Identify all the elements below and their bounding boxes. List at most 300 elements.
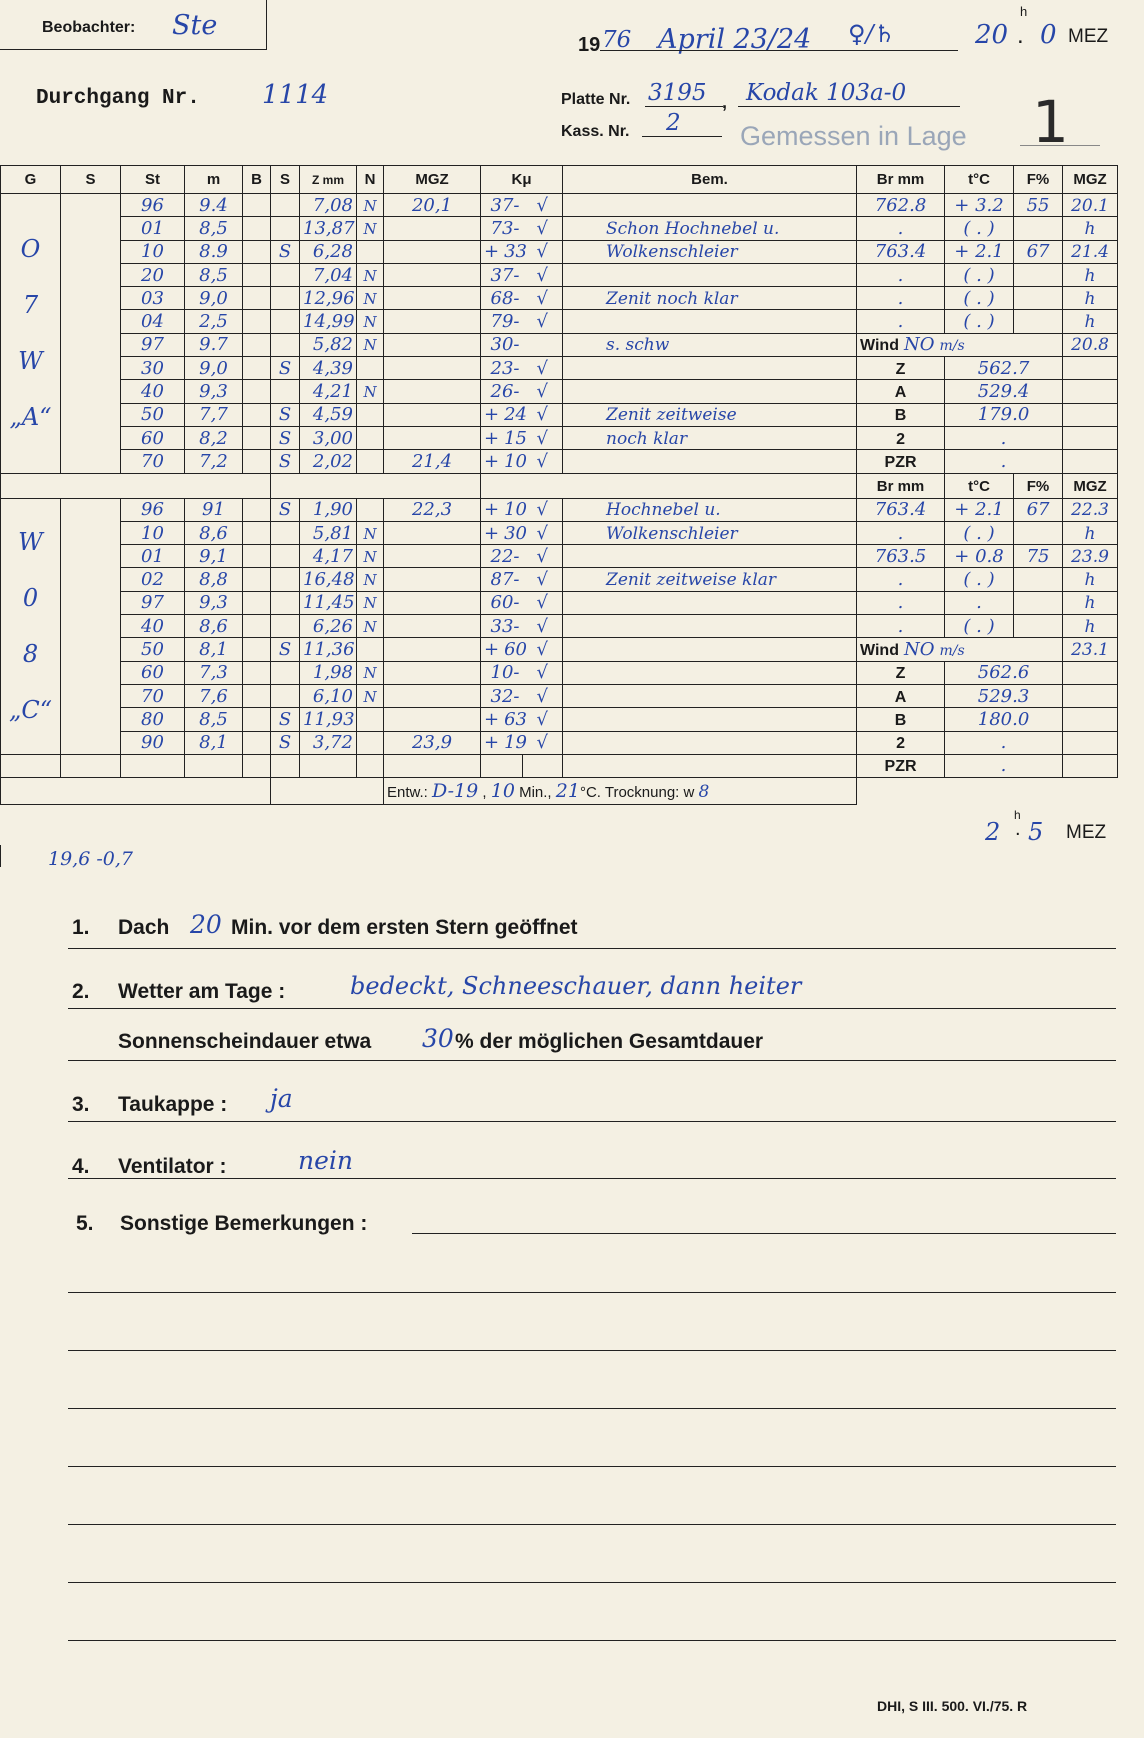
remark: [566, 640, 606, 660]
q5-label: Sonstige Bemerkungen :: [120, 1212, 368, 1235]
col-s: S: [61, 166, 121, 194]
m-value: 8,5: [199, 708, 228, 730]
transit-value: 1114: [262, 80, 329, 110]
remark-line: [68, 1292, 1116, 1293]
remark: [566, 663, 606, 683]
s-flag: S: [278, 708, 292, 730]
k-sign: +: [484, 708, 500, 730]
k-trail: -: [513, 545, 520, 567]
weather-mgz: h: [1084, 288, 1096, 309]
check-mark: √: [536, 241, 548, 263]
br-value: .: [897, 287, 904, 309]
st-value: 03: [141, 287, 164, 309]
remark: noch klar: [606, 428, 688, 449]
k-sign: +: [484, 404, 500, 426]
k-trail: -: [513, 592, 520, 614]
q1-line: [68, 948, 1116, 949]
n-flag: N: [363, 664, 377, 683]
m-value: 9,3: [199, 592, 228, 614]
col-st: St: [121, 166, 185, 194]
t-value: ( . ): [963, 522, 995, 544]
s-flag: S: [278, 732, 292, 754]
reading-label: A: [894, 688, 907, 706]
table-row: [1, 263, 1118, 286]
st-value: 40: [141, 615, 164, 637]
br-value: .: [897, 311, 904, 333]
group-label: W: [18, 347, 43, 376]
table-row: [1, 754, 1118, 777]
k-value: 22: [490, 545, 514, 567]
mgz-value: 20,1: [411, 194, 453, 216]
z-value: 2,02: [312, 450, 353, 472]
z-value: 4,17: [312, 545, 353, 567]
st-value: 02: [141, 569, 164, 591]
weather-mgz: 21.4: [1071, 242, 1109, 263]
col-s2: S: [271, 166, 300, 194]
q2b-pre: Sonnenscheindauer etwa: [118, 1030, 372, 1053]
st-value: 70: [141, 685, 164, 707]
k-value: 30: [504, 522, 528, 544]
remark: [566, 617, 606, 637]
st-value: 01: [141, 217, 164, 239]
check-mark: √: [536, 592, 548, 614]
k-value: 37: [490, 264, 514, 286]
entw-label: Entw.:: [387, 784, 428, 802]
end-minute: 5: [1028, 818, 1044, 846]
below-table-note: 19,6 -0,7: [48, 848, 133, 870]
k-sign: +: [484, 450, 500, 472]
z-value: 11,45: [303, 592, 355, 614]
check-mark: √: [536, 404, 548, 426]
m-value: 8,5: [199, 264, 228, 286]
remark: [566, 547, 606, 567]
q2b-post: % der möglichen Gesamtdauer: [455, 1030, 764, 1053]
table-row: [1, 545, 1118, 568]
table-row: [1, 426, 1118, 449]
reading-value: 562.6: [977, 662, 1030, 684]
remark: Zenit zeitweise: [606, 405, 737, 426]
br-value: .: [897, 522, 904, 544]
k-value: 23: [490, 357, 514, 379]
st-value: 04: [141, 311, 164, 333]
k-value: 87: [490, 569, 514, 591]
weather-mgz: 23.9: [1071, 546, 1109, 567]
m-value: 8,1: [199, 638, 228, 660]
st-value: 10: [141, 522, 164, 544]
s-flag: S: [278, 357, 292, 379]
st-value: 20: [141, 264, 164, 286]
q2-label: Wetter am Tage :: [118, 980, 286, 1003]
st-value: 40: [141, 381, 164, 403]
f-value: 55: [1026, 194, 1050, 216]
f-value: 67: [1026, 241, 1050, 263]
weather-mgz: h: [1084, 593, 1096, 614]
remark-line: [68, 1640, 1116, 1641]
t-value: ( . ): [963, 217, 995, 239]
reading-value: .: [1000, 450, 1007, 472]
st-value: 96: [141, 499, 164, 521]
k-sign: +: [484, 427, 500, 449]
t-value: ( . ): [963, 615, 995, 637]
m-value: 8,6: [199, 615, 228, 637]
table-row: [1, 684, 1118, 707]
z-value: 5,82: [312, 334, 353, 356]
t-value: + 0.8: [954, 545, 1004, 567]
t-value: ( . ): [963, 311, 995, 333]
table-row: [1, 194, 1118, 217]
observation-sheet: Beobachter: Ste 19 76 April 23/24 ♀/♄ h 20 . 0 MEZ Durchgang Nr. 1114 Platte Nr. 3195 , Kodak 103a-0 Kass. Nr. 2 Gemessen in Lage 1 G S St m B S Z mm N MGZ Kμ Bem. Br mm t°C F% MGZ O 7 W „A“ 96 9.4 7,08 N 20,1 37- √ 762.8 + 3.2 55 20.1 01 8,5 13,87 N 73- √ Schon Hochnebel u. . ( . ) h 10 8.9 S 6,28 + 33 √ Wolkenschleier 763.4 + 2.1 67 21.4 20 8,5 7,04 N 37- √ . ( . ) h 03 9,0 12,96 N 68- √ Zenit noch klar . ( . ) h 04 2,5 14,99 N 79- √ . ( . ) h 97 9.7 5,82 N 30- s. schw Wind NO m/s 20.8 30 9,0 S 4,39 23- √ Z 562.7 40 9,3 4,21 N 26- √ A 529.4 50 7,7 S 4,59 + 24 √ Zenit zeitweise B 179.0 60 8,2 S 3,00 + 15 √ noch klar 2 . 70 7,2 S 2,02 21,4 + 10 √ PZR . Br mm t°C F% MGZ W 0 8 „C“ 96 91 S 1,90 22,3 + 10 √ Hochnebel u. 763.4 + 2.1 67 22.3 10 8,6 5,81 N + 30 √ Wolkenschleier . ( . ) h 01 9,1 4,17 N 22- √ 763.5 + 0.8 75 23.9 02 8,8 16,48 N 87- √ Zenit zeitweise klar . ( . ) h 97 9,3 11,45 N 60- √ . . h 40 8,6 6,26 N 33- √ . ( . ) h 50 8,1 S 11,36 + 60 √ Wind NO m/s 23.1 60 7,3 1,98 N 10- √ Z 562.6 70 7,6 6,10 N 32- √ A 529.3 80 8,5 S 11,93 + 63 √ B 180.0 90 8,1 S 3,72 23,9 + 19 √ 2 . PZR . Entw.: D-19 , 10 Min., 21°C. Trocknung: w 8 2 h . 5 MEZ 19,6 -0,7 1. Dach 20 Min. vor dem ersten Stern geöffnet 2. Wetter am Tage : bedeckt, Schneeschauer, dann heiter Sonnenscheindauer etwa 30 % der möglichen Gesamtdauer 3. Taukappe : ja 4. Ventilator : nein 5. Sonstige Bemerkungen : DHI, S III. 500. VI./75. R: [0, 0, 1144, 1738]
min-label: Min.,: [519, 784, 552, 802]
group-label: „A“: [9, 403, 52, 432]
col-t: t°C: [945, 166, 1014, 194]
sub-header: Br mm: [876, 478, 925, 496]
mgz-value: 22,3: [411, 499, 453, 521]
plate-value: 3195: [648, 80, 707, 106]
remark: s. schw: [606, 335, 670, 356]
entw-value: D-19: [432, 780, 479, 803]
reading-value: .: [1000, 427, 1007, 449]
wind-label: Wind: [860, 337, 899, 355]
group-label: 7: [22, 291, 39, 320]
year-suffix: 76: [602, 27, 632, 53]
z-value: 6,28: [312, 241, 353, 263]
m-value: 8,1: [199, 732, 228, 754]
k-trail: -: [513, 615, 520, 637]
reading-label: 2: [896, 735, 905, 753]
st-value: 60: [141, 662, 164, 684]
reading-value: 529.3: [977, 685, 1030, 707]
m-value: 8,2: [199, 427, 228, 449]
st-value: 70: [141, 450, 164, 472]
remark: [566, 710, 606, 730]
check-mark: √: [536, 708, 548, 730]
reading-value: 179.0: [977, 404, 1030, 426]
group-label: „C“: [8, 696, 53, 725]
remark: Wolkenschleier: [606, 242, 738, 263]
k-value: 33: [504, 241, 528, 263]
k-trail: -: [513, 287, 520, 309]
t-value: ( . ): [963, 264, 995, 286]
br-value: .: [897, 615, 904, 637]
s-group-cell: [61, 498, 121, 754]
k-trail: -: [513, 264, 520, 286]
table-row: [1, 357, 1118, 380]
weather-mgz: 20.1: [1071, 195, 1109, 216]
table-row: [1, 638, 1118, 661]
wind-mgz: 23.1: [1071, 639, 1109, 660]
q5-number: 5.: [76, 1212, 94, 1235]
k-value: 60: [490, 592, 514, 614]
n-flag: N: [363, 383, 377, 402]
check-mark: √: [536, 732, 548, 754]
col-g: G: [1, 166, 61, 194]
temp-value: 21: [555, 780, 580, 803]
reading-value: 529.4: [977, 381, 1030, 403]
br-value: .: [897, 217, 904, 239]
q1-value: 20: [190, 910, 222, 939]
stamp-value: 1: [1032, 88, 1069, 156]
table-row: [1, 568, 1118, 591]
wind-value: NO: [903, 638, 935, 660]
k-trail: -: [513, 334, 520, 356]
sub-header: MGZ: [1073, 478, 1107, 496]
remark: Schon Hochnebel u.: [606, 218, 780, 239]
m-value: 9.4: [199, 194, 228, 216]
t-value: ( . ): [963, 287, 995, 309]
k-value: 37: [490, 194, 514, 216]
k-trail: -: [513, 194, 520, 216]
weather-mgz: h: [1084, 265, 1096, 286]
n-flag: N: [363, 336, 377, 355]
st-value: 50: [141, 404, 164, 426]
st-value: 96: [141, 194, 164, 216]
st-value: 60: [141, 427, 164, 449]
br-value: 763.4: [874, 241, 927, 263]
date-symbol: ♀/♄: [848, 20, 896, 48]
reading-value: .: [1000, 755, 1007, 777]
m-value: 8,6: [199, 522, 228, 544]
measured-stamp: Gemessen in Lage: [740, 121, 967, 151]
table-row: [1, 708, 1118, 731]
remark: [566, 266, 606, 286]
reading-label: A: [894, 384, 907, 402]
observer-value: Ste: [172, 10, 218, 41]
table-row: [1, 498, 1118, 521]
sub-header: F%: [1026, 478, 1050, 496]
wind-value: NO: [903, 334, 935, 356]
remark-line: [68, 1466, 1116, 1467]
reading-value: .: [1000, 732, 1007, 754]
n-flag: N: [363, 617, 377, 636]
k-trail: -: [513, 357, 520, 379]
t-value: + 2.1: [954, 499, 1004, 521]
remark: [566, 452, 606, 472]
table-row: [1, 310, 1118, 333]
time-hour: 20: [975, 20, 1009, 50]
q2-number: 2.: [72, 980, 90, 1003]
check-mark: √: [536, 638, 548, 660]
q2b-value: 30: [422, 1024, 454, 1053]
q3-value: ja: [270, 1084, 293, 1113]
col-k: Kμ: [481, 166, 563, 194]
col-bem: Bem.: [563, 166, 857, 194]
entw-time: 10: [490, 780, 515, 803]
table-row: [1, 403, 1118, 426]
z-value: 11,36: [303, 638, 355, 660]
st-value: 10: [141, 241, 164, 263]
check-mark: √: [536, 194, 548, 216]
plate-type: Kodak 103a-0: [746, 80, 907, 106]
reading-label: PZR: [884, 453, 917, 471]
k-value: 32: [490, 685, 514, 707]
check-mark: √: [536, 217, 548, 239]
m-value: 9,0: [199, 357, 228, 379]
remark: Wolkenschleier: [606, 523, 738, 544]
col-br: Br mm: [857, 166, 945, 194]
date-value: April 23/24: [658, 24, 812, 55]
q3-number: 3.: [72, 1093, 90, 1116]
time-zone: MEZ: [1068, 26, 1109, 47]
check-mark: √: [536, 450, 548, 472]
q4-line: [68, 1178, 1116, 1179]
n-flag: N: [363, 594, 377, 613]
t-value: .: [976, 592, 982, 614]
k-value: 68: [490, 287, 514, 309]
plate-type-underline: [738, 106, 960, 107]
k-value: 60: [504, 638, 528, 660]
form-code: DHI, S III. 500. VI./75. R: [877, 1698, 1028, 1714]
m-value: 91: [202, 499, 225, 521]
br-value: 763.5: [874, 545, 927, 567]
k-value: 26: [490, 381, 514, 403]
st-value: 90: [141, 732, 164, 754]
m-value: 2,5: [199, 311, 228, 333]
k-trail: -: [513, 685, 520, 707]
wind-mgz: 20.8: [1071, 335, 1109, 356]
f-value: 67: [1026, 499, 1050, 521]
reading-label: B: [894, 407, 907, 425]
n-flag: N: [363, 524, 377, 543]
q2-value: bedeckt, Schneeschauer, dann heiter: [350, 972, 802, 1000]
z-value: 7,08: [312, 194, 353, 216]
remark: [566, 312, 606, 332]
date-underline: [600, 50, 958, 51]
n-flag: N: [363, 289, 377, 308]
weather-mgz: h: [1084, 218, 1096, 239]
z-value: 6,26: [312, 615, 353, 637]
col-z: Z mm: [300, 166, 357, 194]
n-flag: N: [363, 219, 377, 238]
n-flag: N: [363, 196, 377, 215]
check-mark: √: [536, 287, 548, 309]
z-value: 16,48: [303, 569, 355, 591]
table-row: [1, 287, 1118, 310]
s-flag: S: [278, 499, 292, 521]
col-b: B: [243, 166, 271, 194]
br-value: 763.4: [874, 499, 927, 521]
check-mark: √: [536, 662, 548, 684]
st-value: 80: [141, 708, 164, 730]
end-h: h: [1014, 808, 1021, 822]
m-value: 7,2: [199, 450, 228, 472]
n-flag: N: [363, 313, 377, 332]
reading-label: B: [894, 711, 907, 729]
table-row: [1, 217, 1118, 240]
wind-unit: m/s: [939, 338, 965, 355]
k-sign: +: [484, 241, 500, 263]
n-flag: N: [363, 547, 377, 566]
f-value: 75: [1026, 545, 1050, 567]
q1-post: Min. vor dem ersten Stern geöffnet: [231, 916, 578, 939]
k-trail: -: [513, 217, 520, 239]
q4-value: nein: [298, 1146, 353, 1175]
q3-line: [68, 1121, 1116, 1122]
sub-header: t°C: [968, 478, 990, 496]
m-value: 7,7: [199, 404, 228, 426]
m-value: 8.9: [199, 241, 228, 263]
reading-label: PZR: [884, 758, 917, 776]
q2-line: [68, 1008, 1116, 1009]
check-mark: √: [536, 685, 548, 707]
st-value: 97: [141, 592, 164, 614]
check-mark: √: [536, 264, 548, 286]
remark: Zenit zeitweise klar: [606, 570, 777, 591]
check-mark: √: [536, 357, 548, 379]
s-flag: S: [278, 638, 292, 660]
s-group-cell: [61, 194, 121, 474]
k-value: 73: [490, 217, 514, 239]
k-value: 19: [504, 732, 528, 754]
z-value: 4,39: [312, 357, 353, 379]
check-mark: √: [536, 499, 548, 521]
m-value: 7,3: [199, 662, 228, 684]
n-flag: N: [363, 266, 377, 285]
observer-label: Beobachter:: [42, 19, 136, 36]
br-value: .: [897, 592, 904, 614]
k-sign: +: [484, 499, 500, 521]
remark: Hochnebel u.: [606, 500, 721, 521]
k-value: 33: [490, 615, 514, 637]
group-cell: [1, 194, 61, 474]
remark: Zenit noch klar: [606, 288, 738, 309]
group-label: 8: [22, 640, 39, 669]
k-value: 15: [504, 427, 528, 449]
br-value: .: [897, 569, 904, 591]
check-mark: √: [536, 545, 548, 567]
z-value: 11,93: [303, 708, 355, 730]
s-flag: S: [278, 427, 292, 449]
table-footer-row: Entw.: D-19 , 10 Min., 21°C. Trocknung: w 8: [1, 778, 1118, 805]
k-value: 24: [504, 404, 528, 426]
remark: [566, 733, 606, 753]
z-value: 4,21: [312, 381, 353, 403]
time-minute: 0: [1040, 20, 1057, 50]
check-mark: √: [536, 311, 548, 333]
col-f: F%: [1014, 166, 1063, 194]
remark: [566, 382, 606, 402]
wind-label: Wind: [860, 641, 899, 659]
k-value: 10: [504, 499, 528, 521]
remark-line: [68, 1524, 1116, 1525]
end-zone: MEZ: [1066, 822, 1107, 843]
z-value: 4,59: [312, 404, 353, 426]
k-trail: -: [513, 381, 520, 403]
table-row: [1, 615, 1118, 638]
k-value: 30: [490, 334, 514, 356]
weather-mgz: h: [1084, 570, 1096, 591]
temp-label: °C. Trocknung: w: [579, 784, 695, 802]
plate-underline: [645, 106, 723, 107]
s-flag: S: [278, 241, 292, 263]
br-value: 762.8: [874, 194, 927, 216]
table-row: [1, 591, 1118, 614]
remark: [566, 593, 606, 613]
z-value: 13,87: [303, 217, 355, 239]
table-row: [1, 450, 1118, 473]
z-value: 6,10: [312, 685, 353, 707]
n-flag: N: [363, 687, 377, 706]
t-value: ( . ): [963, 569, 995, 591]
table-header: [1, 166, 1118, 194]
z-value: 1,90: [312, 499, 353, 521]
remark-line: [68, 1350, 1116, 1351]
cassette-label: Kass. Nr.: [561, 123, 630, 140]
check-mark: √: [536, 569, 548, 591]
col-n: N: [357, 166, 384, 194]
q4-label: Ventilator :: [118, 1155, 227, 1178]
q5-line: [412, 1233, 1116, 1234]
block-separator: [1, 473, 1118, 498]
